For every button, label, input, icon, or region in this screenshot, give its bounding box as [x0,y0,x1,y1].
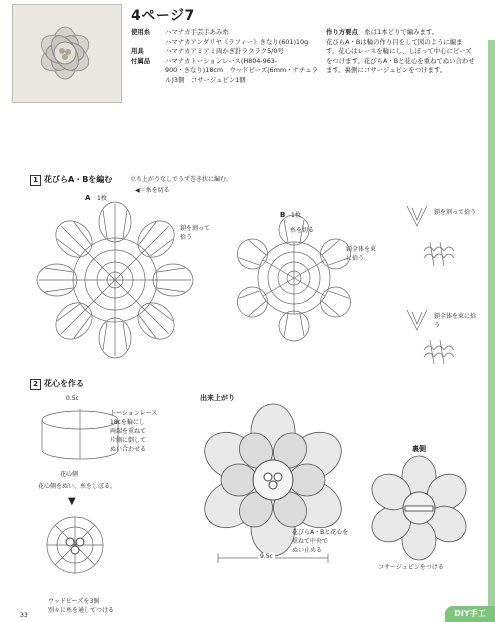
flower-photo-image [13,5,121,102]
section1-title: 花びらA・Bを編む [44,175,113,184]
petal-b-count: 1枚 [291,212,301,219]
materials-list [131,28,318,86]
pin-note: コサージュピンをつける [378,564,444,571]
flower-photo [12,4,122,103]
section2-number: 2 [30,379,41,390]
points-line: 花びらA・Bは輪の作り目をして図のように編ま [326,37,463,46]
side-accent-bar [488,40,495,620]
finished-size: 9.5c [260,553,273,560]
legend-split-label: 鎖を割って拾う [434,209,477,216]
section1-note: 立ち上がりなしでうず巻き状に編む。 [130,176,233,183]
materials-row: 付属品 ハマナカトーションレース(H804-963- [131,56,278,65]
points-line: す。花心はレースを輪にし、しぼって中心にビーズ [326,47,472,56]
petal-b-callout-cut: 糸を切る [290,227,315,234]
materials-row: 用具 ハマナカアミアミ両かぎ針ラクラク5/0号 [131,47,284,56]
petal-b-chart [232,216,362,346]
points-lead: 糸は1本どりで編みます。 [364,28,439,36]
materials-row: ル)3個 コサージュピン1個 [165,75,246,84]
materials-row: 使用糸 ハマナカ手芸手あみ糸 [131,28,229,36]
beads-note: ウッドビーズを3個 別々に糸を通してつける [48,598,115,614]
points-line: ます。裏側にコサージュピンをつけます。 [326,66,447,75]
petal-b-label: B [280,211,286,219]
pattern-title: 4ページ7 [131,8,195,24]
finished-title: 出来上がり [200,394,235,402]
points-title: 作り方要点 [326,28,358,36]
section2-title: 花心を作る [44,379,84,388]
gathered-center-diagram [40,510,110,580]
petal-a-chart [30,200,200,360]
finished-note: 花びらA・Bと花心を 重ねて中央で ぬい止める [292,529,349,554]
page-number: 33 [20,612,28,619]
arrow-down-icon: ▼ [68,496,76,507]
section1-heading [30,174,112,186]
section1-number: 1 [30,175,41,186]
arrow-left-icon: ◀ [135,187,140,194]
section2-heading [30,378,84,390]
legend-whole-label: 鎖全体を束に拾う [434,313,477,329]
materials-row: ハマナカアンダリヤ《ラフィー》きなり(601)10g [165,37,309,46]
instructions-points [326,28,488,76]
petal-a-label: A [85,194,91,202]
gather-note: 花心側をぬい、糸をしぼる。 [38,483,117,490]
center-side-label: 花心側 [60,471,79,478]
petal-a-count: 1枚 [97,195,107,202]
points-line: をつけます。花びらA・Bと花心を重ねてぬい合わせ [326,56,475,65]
cut-yarn-note: ◀＝糸を切る [135,187,170,194]
materials-row: 900・きなり)18cm ウッドビーズ(6mm・ナチュラ [165,66,318,75]
back-flower [364,456,474,561]
lace-note: トーションレース 18cを輪にし 両端を重ねて 片側に倒して ぬい合わせる [110,410,158,453]
site-logo: DIY手工 [445,606,495,622]
stitch-legend [392,196,480,376]
petal-a-callout: 鎖を割って拾う [180,225,211,241]
petal-b-callout-whole: 鎖全体を束に拾う [346,246,377,262]
back-title: 裏側 [412,445,426,453]
center-width: 0.5c [66,395,79,402]
